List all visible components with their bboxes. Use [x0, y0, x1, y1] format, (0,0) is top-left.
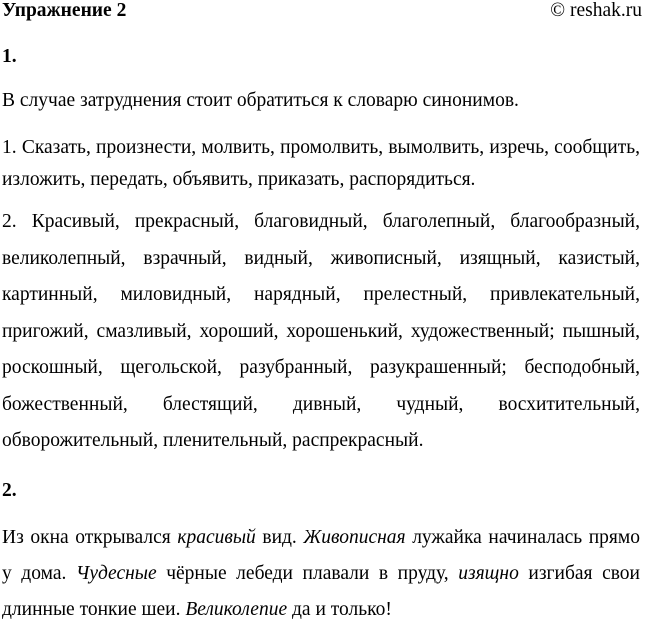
page-header — [2, 0, 642, 22]
section-2-heading: 2. — [2, 479, 17, 501]
italic-word: Чудесные — [75, 562, 157, 584]
text-part: вид. — [255, 526, 304, 548]
page-title: Упражнение 2 — [2, 0, 127, 21]
italic-word: изящно — [458, 562, 519, 584]
italic-word: красивый — [177, 526, 256, 548]
text-part: изгибая свои длинные тонкие шеи. — [2, 562, 640, 620]
italic-word: Великолепие — [185, 598, 288, 620]
section-1-heading: 1. — [2, 46, 17, 67]
text-part: лужайка начиналась прямо у дома. — [2, 526, 640, 584]
document-body — [2, 44, 640, 628]
text-part: чёрные лебеди плавали в пруду, — [156, 562, 459, 584]
text-part: да и только! — [287, 598, 392, 620]
synonyms-list-1: 1. Сказать, произнести, молвить, промолвить, вымолвить, изречь, сообщить, изложить, передать, объявить, приказать, распорядиться. — [2, 137, 640, 190]
example-text — [2, 520, 640, 628]
text-part: Из окна открывался — [2, 526, 178, 548]
watermark: © reshak.ru — [550, 0, 642, 21]
italic-word: Живописная — [303, 526, 406, 548]
synonyms-list-2: 2. Красивый, прекрасный, благовидный, благолепный, благообразный, великолепный, взрачный, видный, живописный, изящный, казистый, картинный, миловидный, нарядный, прелестный, привлекательный, пригожий, смазливый, хороший, хорошенький, художественный; пышный, роскошный, щегольской, разубранный, разукрашенный; бесподобный, божественный, блестящий, дивный, чудный, восхитительный, обворожительный, пленительный, распрекрасный. — [2, 211, 640, 451]
section-1-intro: В случае затруднения стоит обратиться к словарю синонимов. — [2, 90, 519, 111]
